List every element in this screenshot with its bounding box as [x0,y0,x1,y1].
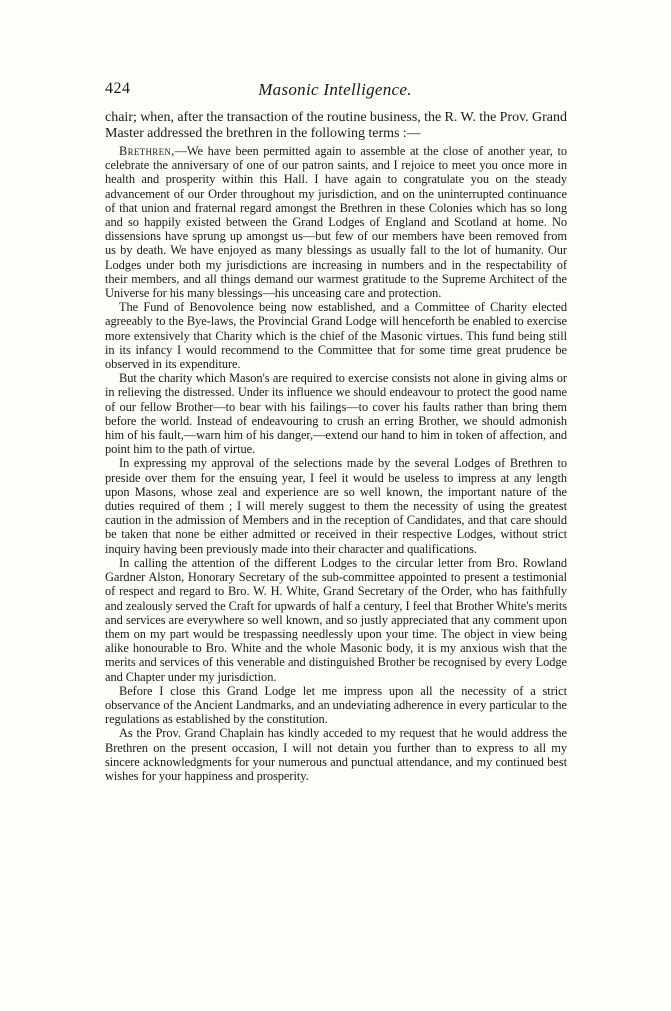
salutation: Brethren, [119,144,175,158]
page-header [105,80,565,102]
address-paragraph-1-text: —We have been permitted again to assemble at the close of another year, to celebrate the anniversary of one of our patron saints, and I rejoice to meet you once more in health and prosperity within this Hall. I have again to congratulate you on the steady advancement of our Order throughout my jurisdiction, and on the uninterrupted continuance of that union and fraternal regard amongst the Brethren in these Colonies which has so long and so happily existed between the Grand Lodges of England and Scotland at home. No dissensions have sprung up amongst us—but few of our members have been removed from us by death. We have enjoyed as many blessings as usually fall to the lot of humanity. Our Lodges under both my jurisdictions are increasing in numbers and in the respectability of their members, and all things demand our warmest gratitude to the Supreme Architect of the Universe for his many blessings—his unceasing care and protection. [105,144,567,301]
address-paragraph-6: Before I close this Grand Lodge let me impress upon all the necessity of a strict observance of the Ancient Landmarks, and an undeviating adherence in every particular to the regulations as established by the constitution. [105,683,567,727]
article-body [105,110,567,783]
address-paragraph-3: But the charity which Mason's are required to exercise consists not alone in giving alms or in relieving the distressed. Under its influence we should endeavour to protect the good name of our fellow Brother—to bear with his failings—to cover his faults rather than bring them before the world. Instead of endeavouring to crush an erring Brother, we should admonish him of his fault,—warn him of his danger,—extend our hand to him in token of affection, and point him to the path of virtue. [105,371,567,457]
address-paragraph-1 [105,144,567,300]
page-number: 424 [105,80,131,97]
address-paragraph-2: The Fund of Benovolence being now established, and a Committee of Charity elected agreeably to the Bye-laws, the Provincial Grand Lodge will henceforth be enabled to exercise more extensively that Charity which is the chief of the Masonic virtues. This fund being still in its infancy I would recommend to the Committee that for some time great prudence be observed in its expenditure. [105,300,567,372]
lead-paragraph: chair; when, after the transaction of the routine business, the R. W. the Prov. Grand Master addressed the brethren in the following terms :— [105,110,567,141]
address-paragraph-5: In calling the attention of the different Lodges to the circular letter from Bro. Rowland Gardner Alston, Honorary Secretary of the sub-committee appointed to present a testimonial of respect and regard to Bro. W. H. White, Grand Secretary of the Order, who has faithfully and zealously served the Craft for upwards of half a century, I feel that Brother White's merits and services are everywhere so well known, and so justly appreciated that any comment upon them on my part would be trespassing needlessly upon your time. The object in view being alike honourable to Bro. White and the whole Masonic body, it is my anxious wish that the merits and services of this venerable and distinguished Brother be recognised by every Lodge and Chapter under my jurisdiction. [105,555,567,684]
address-paragraph-7: As the Prov. Grand Chaplain has kindly acceded to my request that he would address the Brethren on the present occasion, I will not detain you further than to express to all my sincere acknowledgments for your numerous and punctual attendance, and my continued best wishes for your happiness and prosperity. [105,726,567,783]
address-paragraph-4: In expressing my approval of the selections made by the several Lodges of Brethren to preside over them for the ensuing year, I feel it would be useless to impress at any length upon Masons, whose zeal and experience are so well known, the important nature of the duties required of them ; I will merely suggest to them the necessity of using the greatest caution in the admission of Members and in the reception of Candidates, and that care should be taken that none be either admitted or received in their respective Lodges, without strict inquiry having been previously made into their character and qualifications. [105,456,567,556]
running-head: Masonic Intelligence. [258,80,412,99]
